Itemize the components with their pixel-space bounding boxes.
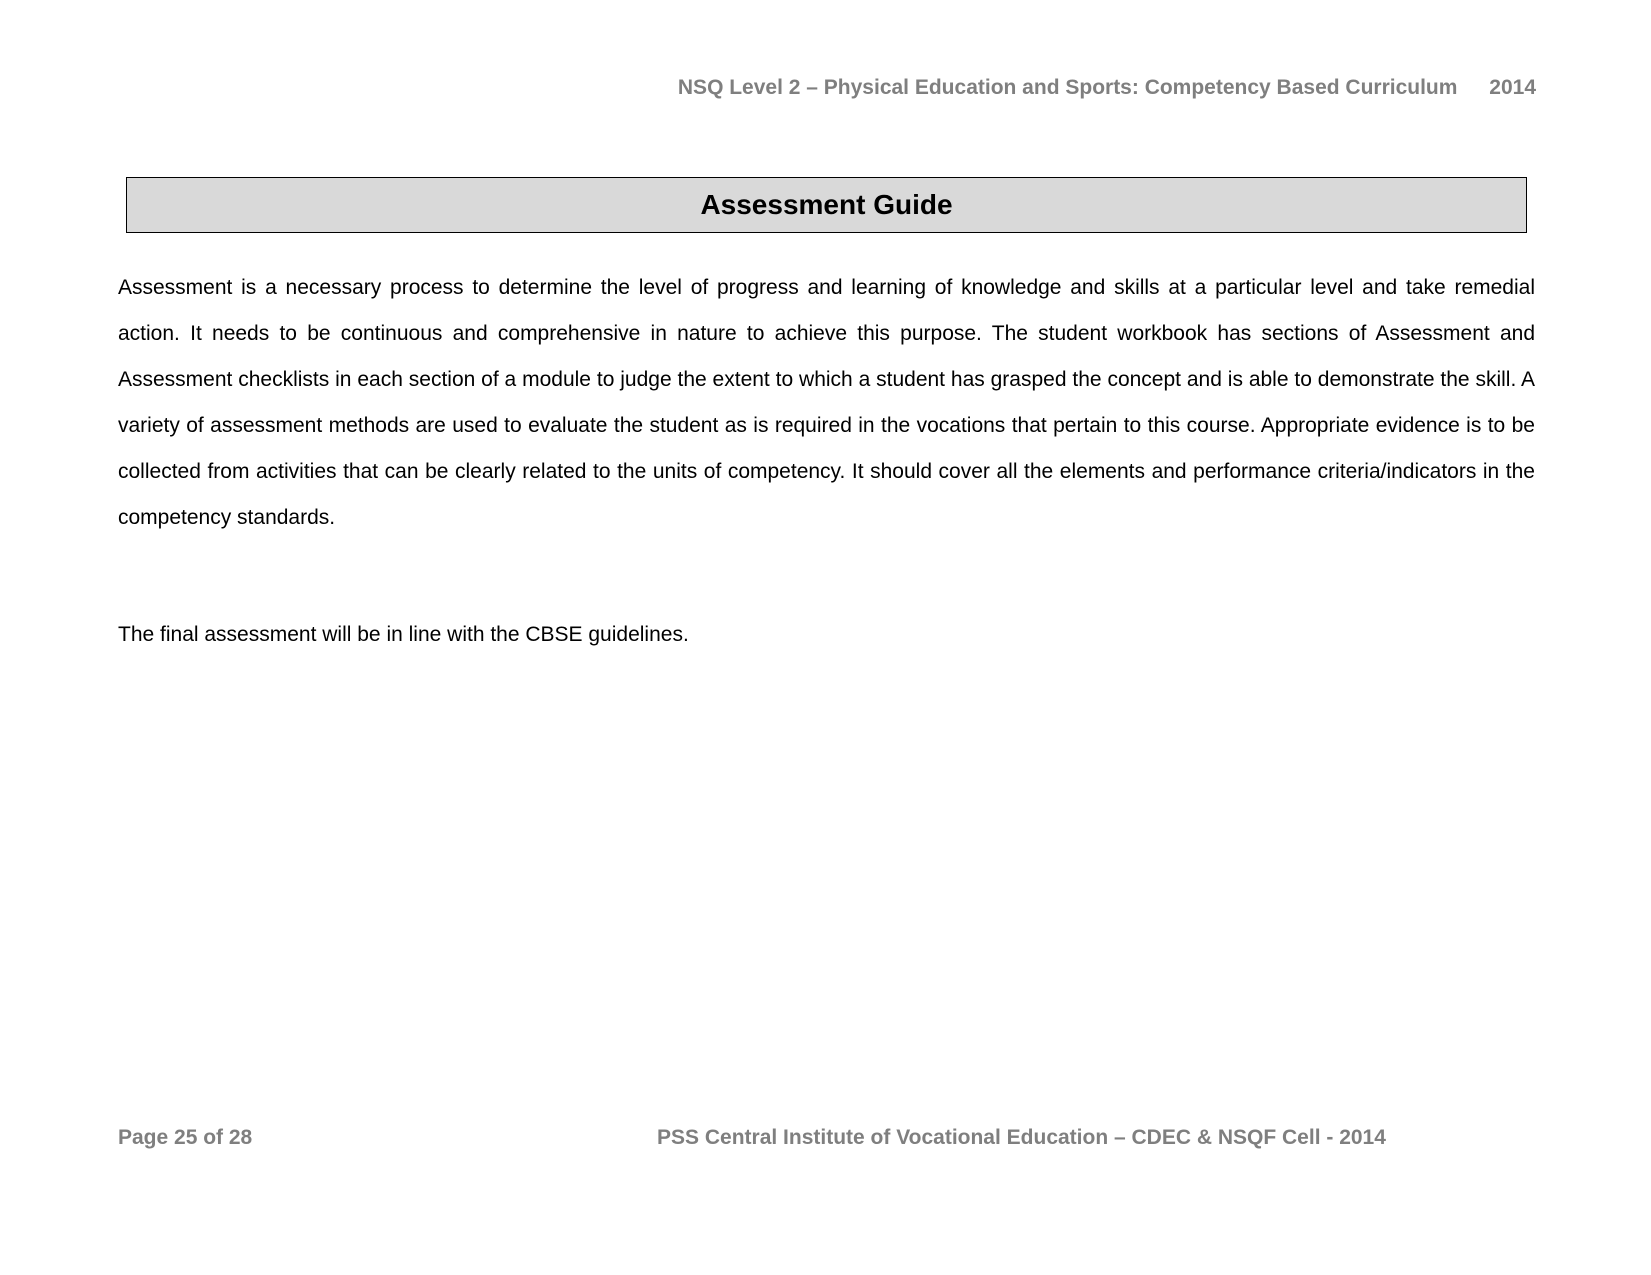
page-number: Page 25 of 28 xyxy=(118,1126,253,1149)
body-paragraph-2: The final assessment will be in line with the CBSE guidelines. xyxy=(118,623,689,646)
footer-publisher: PSS Central Institute of Vocational Education – CDEC & NSQF Cell - 2014 xyxy=(657,1126,1386,1149)
section-title: Assessment Guide xyxy=(700,189,953,220)
page-header xyxy=(678,76,1536,100)
header-year: 2014 xyxy=(1489,76,1536,99)
section-title-box xyxy=(126,177,1527,233)
body-paragraph-1: Assessment is a necessary process to determine the level of progress and learning of knowledge and skills at a particular level and take remedial action. It needs to be continuous and comprehensive in nature to achieve this purpose. The student workbook has sections of Assessment and Assessment checklists in each section of a module to judge the extent to which a student has grasped the concept and is able to demonstrate the skill. A variety of assessment methods are used to evaluate the student as is required in the vocations that pertain to this course. Appropriate evidence is to be collected from activities that can be clearly related to the units of competency. It should cover all the elements and performance criteria/indicators in the competency standards. xyxy=(118,276,1535,529)
header-title: NSQ Level 2 – Physical Education and Sports: Competency Based Curriculum xyxy=(677,76,1458,99)
